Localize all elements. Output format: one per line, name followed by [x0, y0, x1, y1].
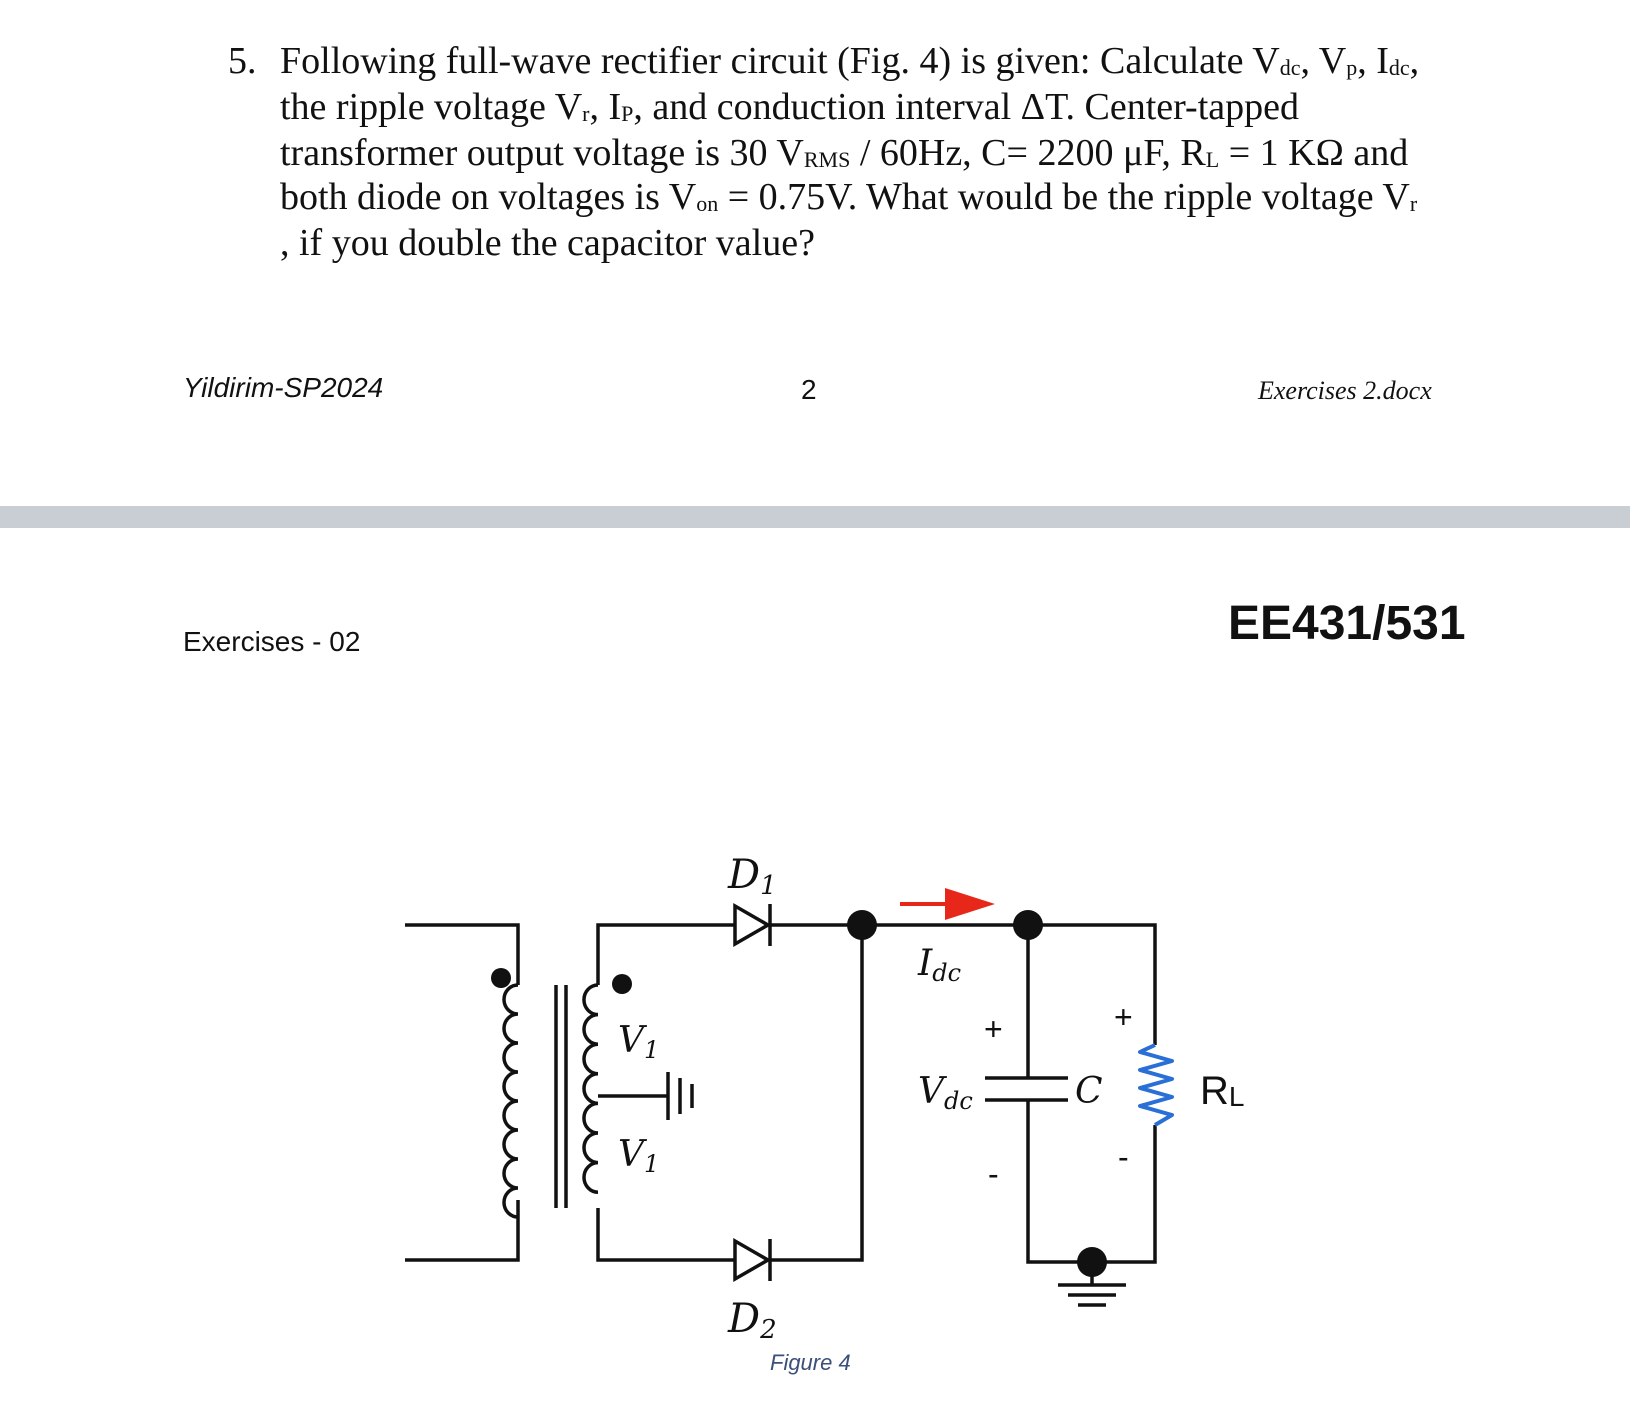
problem-line-2: the ripple voltage $V_r$, $I_P$, and conduction interval ΔT. Center-tapped [280, 86, 1299, 128]
junction-dot-ground [1077, 1247, 1107, 1277]
label-capacitor: C [1075, 1071, 1103, 1112]
rectifier-circuit-diagram [0, 840, 1630, 1410]
primary-polarity-dot [491, 968, 511, 988]
header-course: EE431/531 [1228, 597, 1466, 650]
footer-filename: Exercises 2.docx [1258, 376, 1432, 405]
header-title: Exercises - 02 [183, 626, 361, 657]
label-d2: D2 [728, 1296, 777, 1345]
secondary-polarity-dot [612, 974, 632, 994]
secondary-coil [584, 985, 598, 1192]
label-rl-plus: + [1114, 999, 1133, 1035]
problem-number: 5. [228, 40, 257, 82]
label-vdc: Vdc [918, 1071, 973, 1115]
label-d1: D1 [728, 852, 777, 901]
circuit-wires [405, 925, 1155, 1305]
problem-line-5: , if you double the capacitor value? [280, 222, 815, 264]
junction-dot-diodes [847, 910, 877, 940]
label-v1-bottom: V1 [618, 1134, 660, 1178]
primary-coil [504, 985, 518, 1217]
footer-author: Yildirim-SP2024 [183, 372, 384, 403]
label-cap-minus: - [988, 1156, 999, 1192]
label-cap-plus: + [984, 1011, 1003, 1047]
current-direction-arrow [900, 888, 995, 920]
problem-line-3: transformer output voltage is 30 $V_{RMS} / 60Hz$, C= 2200 μF, $R_L = 1$ KΩ and [280, 132, 1409, 174]
label-idc: Idc [918, 943, 962, 987]
label-rl-minus: - [1118, 1139, 1129, 1175]
problem-line-1: Following full-wave rectifier circuit (Fig. 4) is given: Calculate $V_{dc}$, $V_p$, $I_{dc}$, [280, 40, 1420, 82]
figure-caption: Figure 4 [770, 1350, 851, 1375]
label-rl: RL [1200, 1069, 1245, 1113]
junction-dot-output [1013, 910, 1043, 940]
diode-d2-symbol [735, 1239, 770, 1281]
problem-line-4: both diode on voltages is $V_{on} = 0.75V$. What would be the ripple voltage $V_r$ [280, 176, 1418, 218]
page-divider [0, 506, 1630, 528]
label-v1-top: V1 [618, 1020, 660, 1064]
diode-d1-symbol [735, 904, 770, 946]
footer-page-number: 2 [801, 374, 817, 405]
load-resistor-symbol [1140, 1045, 1172, 1125]
